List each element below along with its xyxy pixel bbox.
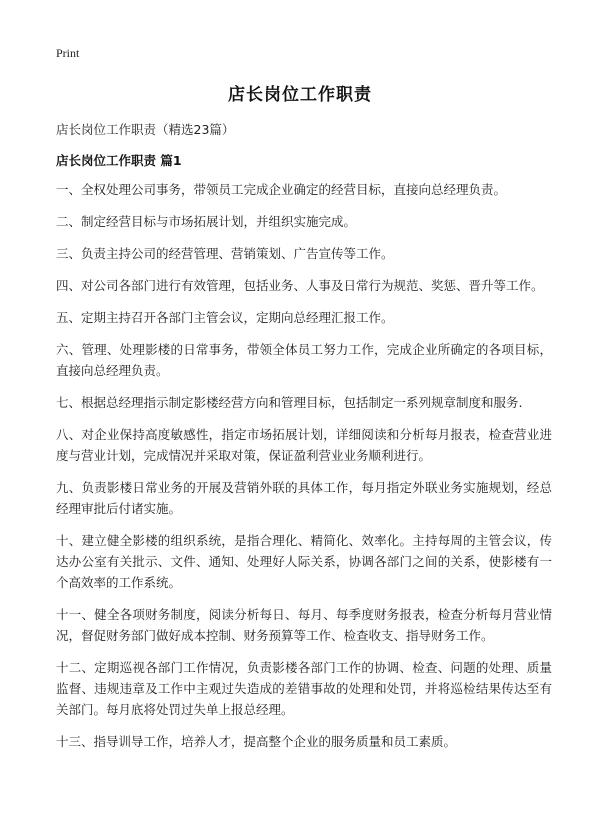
duty-paragraph: 十二、定期巡视各部门工作情况，负责影楼各部门工作的协调、检查、问题的处理、质量监督、违规违章及工作中主观过失造成的差错事故的处理和处罚，并将巡检结果传达至有关部门。每月底将处罚过失单上报总经理。 [56, 660, 552, 717]
duty-paragraph: 五、定期主持召开各部门主管会议，定期向总经理汇报工作。 [56, 310, 394, 325]
duties-list [56, 179, 552, 763]
document-subtitle: 店长岗位工作职责（精选23篇） [56, 122, 235, 137]
section-heading: 店长岗位工作职责 篇1 [56, 153, 182, 168]
print-label: Print [56, 46, 80, 60]
page-title: 店长岗位工作职责 [228, 85, 372, 105]
duty-paragraph: 六、管理、处理影楼的日常事务，带领全体员工努力工作，完成企业所确定的各项目标，直接向总经理负责。 [56, 342, 552, 378]
duty-paragraph: 七、根据总经理指示制定影楼经营方向和管理目标，包括制定一系列规章制度和服务. [56, 395, 523, 410]
duty-paragraph: 八、对企业保持高度敏感性，指定市场拓展计划，详细阅读和分析每月报表，检查营业进度与营业计划，完成情况并采取对策，保证盈利营业业务顺利进行。 [56, 427, 552, 463]
duty-paragraph: 一、全权处理公司事务，带领员工完成企业确定的经营目标，直接向总经理负责。 [56, 182, 507, 197]
duty-paragraph: 二、制定经营目标与市场拓展计划，并组织实施完成。 [56, 214, 357, 229]
duty-paragraph: 十、建立健全影楼的组织系统，是指合理化、精简化、效率化。主持每周的主管会议，传达办公室有关批示、文件、通知、处理好人际关系，协调各部门之间的关系，使影楼有一个高效率的工作系统。 [56, 533, 552, 590]
duty-paragraph: 三、负责主持公司的经营管理、营销策划、广告宣传等工作。 [56, 246, 394, 261]
duty-paragraph: 九、负责影楼日常业务的开展及营销外联的具体工作，每月指定外联业务实施规划，经总经理审批后付诸实施。 [56, 480, 552, 516]
duty-paragraph: 十一、健全各项财务制度，阅读分析每日、每月、每季度财务报表，检查分析每月营业情况，督促财务部门做好成本控制、财务预算等工作、检查收支、指导财务工作。 [56, 607, 552, 643]
duty-paragraph: 十三、指导训导工作，培养人才，提高整个企业的服务质量和员工素质。 [56, 734, 457, 749]
duty-paragraph: 四、对公司各部门进行有效管理，包括业务、人事及日常行为规范、奖惩、晋升等工作。 [56, 278, 544, 293]
